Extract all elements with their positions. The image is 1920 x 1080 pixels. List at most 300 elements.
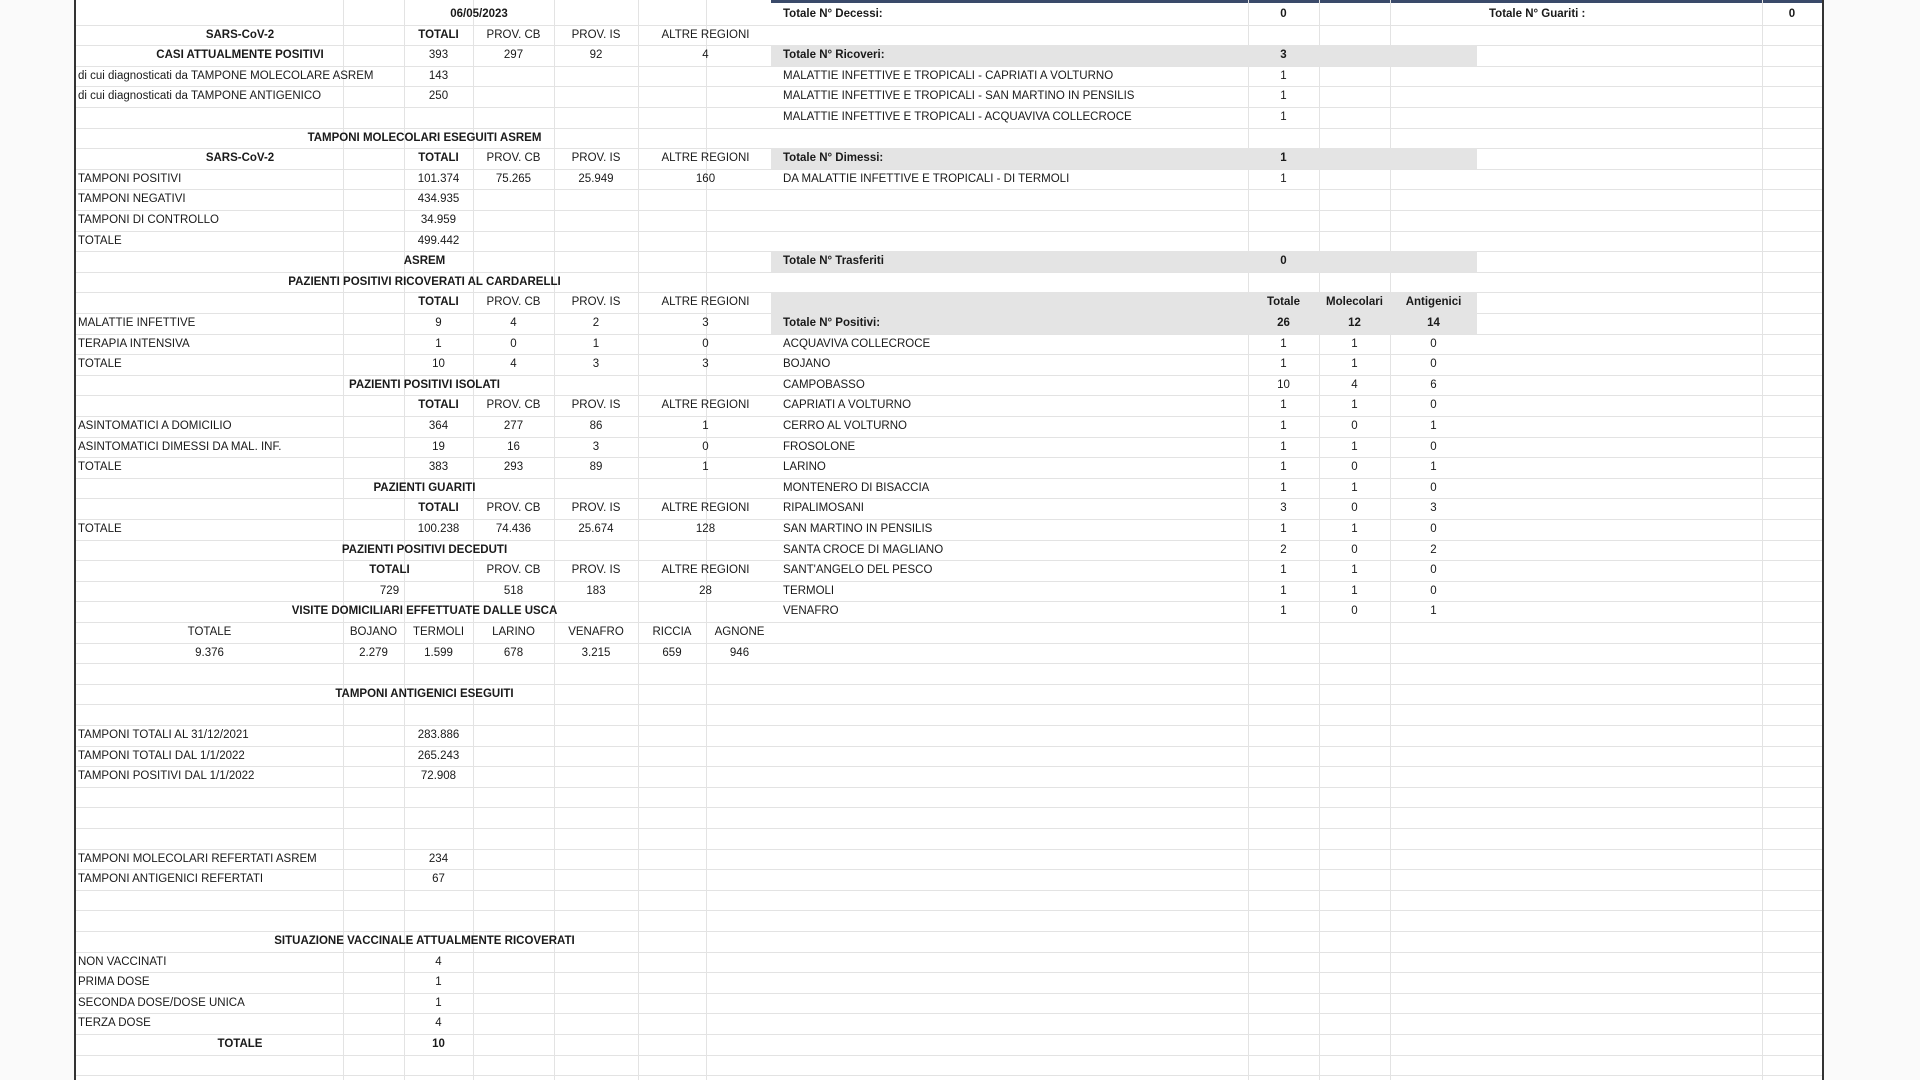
column-header: PROV. IS: [571, 502, 621, 515]
row-value: [473, 231, 554, 252]
item-value: 1: [1280, 111, 1287, 123]
vaccine-row: [76, 1013, 773, 1035]
row-value: 2.279: [359, 646, 388, 659]
data-row: [76, 189, 773, 211]
item-value: 1: [1280, 69, 1287, 82]
row-value: 25.674: [578, 523, 614, 535]
empty-row: [1477, 86, 1822, 108]
empty-row: [771, 622, 1477, 644]
comune-antigenici: 0: [1430, 337, 1437, 350]
column-header: ALTRE REGIONI: [661, 564, 750, 577]
row-value: [638, 86, 773, 107]
column-header: TOTALI: [418, 28, 459, 41]
row-value: 3: [592, 440, 600, 453]
row-label: SECONDA DOSE/DOSE UNICA: [78, 996, 245, 1009]
data-row: [76, 210, 773, 232]
empty-row: [1477, 972, 1822, 994]
row-label: TAMPONI MOLECOLARI REFERTATI ASREM: [78, 852, 317, 865]
row-value: 1: [592, 337, 600, 350]
row-value: 3.215: [581, 646, 611, 659]
comune-row: [771, 437, 1477, 459]
row-value: 434.935: [417, 193, 460, 206]
row-value: 67: [432, 873, 445, 886]
row-value: 1: [435, 337, 442, 350]
comune-name: SANTA CROCE DI MAGLIANO: [783, 543, 944, 556]
row-value: 283.886: [417, 729, 460, 741]
sec7-title: [76, 601, 773, 623]
empty-row: [771, 972, 1477, 994]
sec6-title-text: PAZIENTI POSITIVI DECEDUTI: [341, 543, 508, 556]
sec3-title: [76, 272, 773, 294]
comune-molecolari: 1: [1351, 481, 1358, 494]
data-row: [76, 313, 773, 335]
comune-antigenici: 0: [1430, 584, 1437, 597]
sec7-values: [76, 643, 773, 665]
empty-row: [1477, 292, 1822, 314]
empty-row: [1477, 643, 1822, 665]
empty-row: [1477, 189, 1822, 211]
column-header: PROV. CB: [486, 296, 541, 309]
row-value: 75.265: [495, 172, 532, 185]
comune-name: CAPRIATI A VOLTURNO: [783, 399, 912, 412]
row-value: 1: [435, 996, 442, 1009]
row-value: [638, 66, 773, 87]
row-value: 4: [702, 49, 709, 62]
row-value: 143: [428, 69, 449, 82]
sec3-title-text: PAZIENTI POSITIVI RICOVERATI AL CARDARELLI: [288, 275, 561, 288]
column-header: PROV. IS: [571, 564, 621, 577]
comune-name: SAN MARTINO IN PENSILIS: [783, 523, 933, 535]
empty-row: [771, 643, 1477, 665]
sec5-title-text: PAZIENTI GUARITI: [373, 481, 476, 494]
row-value: 128: [695, 523, 716, 535]
empty-row: [1477, 746, 1822, 768]
comune-row: [771, 416, 1477, 438]
row-value: 16: [507, 440, 520, 453]
comune-name: CAMPOBASSO: [783, 378, 865, 391]
empty-row: [771, 1013, 1477, 1035]
row-value: 4: [435, 1017, 442, 1030]
comune-totale: 1: [1280, 584, 1287, 597]
empty-row: [1477, 457, 1822, 479]
empty-row: [1477, 128, 1822, 150]
row-label: TOTALE: [217, 1038, 263, 1050]
row-value: 277: [503, 420, 524, 432]
row-value: 10: [432, 1038, 445, 1050]
comune-name: BOJANO: [783, 358, 831, 371]
data-row: [76, 416, 773, 438]
empty-row: [771, 128, 1477, 150]
column-header: PROV. CB: [486, 564, 541, 577]
asrem-label: [76, 251, 773, 273]
total-value: 12: [1348, 317, 1361, 329]
vaccine-row: [76, 972, 773, 994]
column-header: TOTALI: [418, 502, 459, 515]
column-header: PROV. CB: [486, 502, 541, 515]
sec4-header: [76, 395, 773, 417]
comune-totale: 2: [1280, 543, 1287, 556]
comune-name: LARINO: [783, 461, 826, 474]
row-value: 364: [428, 420, 449, 432]
empty-row: [1477, 498, 1822, 520]
row-value: 678: [503, 646, 524, 659]
empty-row: [1477, 251, 1822, 273]
total-value: 0: [1280, 8, 1287, 20]
comune-molecolari: 0: [1351, 420, 1358, 432]
row-value: 34.959: [420, 214, 457, 226]
row-value: 72.908: [420, 770, 457, 783]
empty-row: [1477, 807, 1822, 829]
vaccine-row: [76, 952, 773, 974]
sec4-title: [76, 375, 773, 397]
row-value: 499.442: [417, 234, 460, 247]
comune-molecolari: 0: [1351, 605, 1358, 618]
row-value: 3: [702, 358, 709, 371]
row-value: 1: [702, 420, 709, 432]
comune-row: [771, 354, 1477, 376]
empty-row: [1477, 169, 1822, 191]
comune-row: [771, 540, 1477, 562]
empty-row: [771, 189, 1477, 211]
comune-totale: 1: [1280, 337, 1287, 350]
empty-row: [771, 766, 1477, 788]
comune-name: ACQUAVIVA COLLECROCE: [783, 337, 931, 350]
row-value: 3: [702, 317, 709, 329]
sec2-header: [76, 148, 773, 170]
row-value: [473, 86, 554, 107]
empty-row: [1477, 849, 1822, 871]
empty-row: [76, 663, 773, 685]
item-value: 1: [1280, 90, 1287, 103]
row-value: [473, 66, 554, 87]
comune-molecolari: 1: [1351, 564, 1358, 577]
row-label: TAMPONI POSITIVI: [78, 172, 182, 185]
empty-row: [1477, 622, 1822, 644]
empty-row: [771, 231, 1477, 253]
comune-row: [771, 395, 1477, 417]
row-label: TOTALE: [78, 461, 122, 474]
row-value: [638, 189, 773, 210]
empty-row: [76, 107, 773, 129]
empty-row: [76, 828, 773, 850]
comune-antigenici: 6: [1430, 378, 1437, 391]
comune-totale: 1: [1280, 461, 1287, 474]
comune-row: [771, 375, 1477, 397]
empty-row: [1477, 828, 1822, 850]
row-value: 89: [589, 461, 603, 474]
comune-molecolari: 0: [1351, 502, 1358, 515]
empty-row: [1477, 334, 1822, 356]
refertati-row: [76, 869, 773, 891]
row-value: 0: [510, 337, 517, 350]
empty-row: [1477, 601, 1822, 623]
row-value: 250: [428, 90, 449, 103]
sec5-header: [76, 498, 773, 520]
data-row: [76, 457, 773, 479]
row-value: [554, 66, 638, 87]
comune-molecolari: 1: [1351, 358, 1358, 371]
ricovero-row: [771, 66, 1477, 88]
comune-molecolari: 1: [1351, 584, 1358, 597]
column-header: PROV. IS: [571, 152, 621, 165]
total-value: 1: [1280, 152, 1287, 165]
comune-row: [771, 457, 1477, 479]
comune-totale: 1: [1280, 605, 1287, 618]
comune-antigenici: 2: [1430, 543, 1437, 556]
comune-molecolari: 1: [1351, 337, 1358, 350]
row-value: [638, 210, 773, 231]
row-label: CASI ATTUALMENTE POSITIVI: [156, 49, 324, 62]
comune-antigenici: 0: [1430, 358, 1437, 371]
comune-molecolari: 0: [1351, 543, 1358, 556]
total-label: Totale N° Decessi:: [783, 8, 883, 20]
row-label: MALATTIE INFETTIVE: [78, 317, 196, 329]
empty-row: [771, 931, 1477, 953]
item-label: DA MALATTIE INFETTIVE E TROPICALI - DI TERMOLI: [783, 172, 1070, 185]
comune-row: [771, 478, 1477, 500]
row-value: 1: [702, 461, 709, 474]
row-label: TERAPIA INTENSIVA: [78, 337, 190, 350]
comune-row: [771, 581, 1477, 603]
row-label: ASINTOMATICI DIMESSI DA MAL. INF.: [78, 440, 282, 453]
row-value: 86: [589, 420, 603, 432]
row-value: 518: [503, 584, 524, 597]
sec7-header: [76, 622, 773, 644]
column-header: ALTRE REGIONI: [661, 296, 750, 309]
empty-row: [771, 725, 1477, 747]
sec6-header: [76, 560, 773, 582]
empty-row: [1477, 395, 1822, 417]
empty-row: [771, 704, 1477, 726]
row-value: [554, 231, 638, 252]
row-value: 265.243: [417, 749, 460, 762]
column-header: TOTALI: [418, 399, 459, 412]
sec7-title-text: VISITE DOMICILIARI EFFETTUATE DALLE USCA: [291, 605, 558, 618]
row-value: [638, 231, 773, 252]
empty-row: [771, 210, 1477, 232]
empty-row: [1477, 66, 1822, 88]
comune-molecolari: 4: [1351, 378, 1358, 391]
row-label: TAMPONI ANTIGENICI REFERTATI: [78, 873, 264, 886]
column-header: RICCIA: [652, 626, 692, 638]
antigen-row: [76, 746, 773, 768]
row-value: [473, 210, 554, 231]
item-value: 1: [1280, 172, 1287, 185]
row-label: TOTALE: [78, 358, 122, 371]
comune-antigenici: 0: [1430, 481, 1437, 494]
sec10-title-text: SITUAZIONE VACCINALE ATTUALMENTE RICOVERATI: [274, 935, 575, 947]
comune-totale: 1: [1280, 564, 1287, 577]
sec2-title-text: TAMPONI MOLECOLARI ESEGUITI ASREM: [307, 131, 542, 144]
sec6-title: [76, 540, 773, 562]
total-label: Totale N° Positivi:: [783, 317, 881, 329]
comune-antigenici: 0: [1430, 440, 1437, 453]
comune-row: [771, 498, 1477, 520]
empty-row: [771, 952, 1477, 974]
comune-totale: 1: [1280, 523, 1287, 535]
column-header: PROV. CB: [486, 399, 541, 412]
row-label: TAMPONI POSITIVI DAL 1/1/2022: [78, 770, 255, 783]
row-value: 383: [428, 461, 449, 474]
column-header: TOTALE: [187, 626, 232, 638]
comune-totale: 1: [1280, 440, 1287, 453]
report-date: 06/05/2023: [450, 8, 508, 20]
comune-name: MONTENERO DI BISACCIA: [783, 481, 930, 494]
sec6-values: [76, 581, 773, 603]
empty-row: [1477, 663, 1822, 685]
comune-totale: 3: [1280, 502, 1287, 515]
row-value: 4: [510, 317, 517, 329]
empty-row: [1477, 560, 1822, 582]
row-value: 160: [695, 172, 716, 185]
empty-row: [1477, 416, 1822, 438]
row-value: 4: [435, 955, 442, 968]
column-header: PROV. CB: [486, 28, 541, 41]
comune-row: [771, 334, 1477, 356]
empty-row: [1477, 931, 1822, 953]
dimessi-total-row: [771, 148, 1477, 170]
item-label: MALATTIE INFETTIVE E TROPICALI - SAN MARTINO IN PENSILIS: [783, 90, 1135, 103]
empty-row: [1477, 684, 1822, 706]
column-header: AGNONE: [714, 626, 765, 638]
decessi-total-row: [771, 4, 1477, 26]
empty-row: [1477, 952, 1822, 974]
asrem-label-text: ASREM: [403, 255, 446, 268]
row-label: TERZA DOSE: [78, 1017, 151, 1030]
row-value: 4: [510, 358, 517, 371]
comune-molecolari: 1: [1351, 399, 1358, 412]
empty-row: [771, 849, 1477, 871]
empty-row: [771, 272, 1477, 294]
empty-row: [771, 869, 1477, 891]
total-value: 3: [1280, 49, 1287, 62]
data-row: [76, 437, 773, 459]
row-value: 3: [592, 358, 600, 371]
trasferiti-total-row: [771, 251, 1477, 273]
data-row: [76, 354, 773, 376]
row-value: 946: [729, 646, 750, 659]
row-value: [554, 189, 638, 210]
row-label: TAMPONI DI CONTROLLO: [78, 214, 219, 226]
sec10-title: [76, 931, 773, 953]
comune-antigenici: 1: [1430, 420, 1437, 432]
comune-antigenici: 0: [1430, 564, 1437, 577]
empty-row: [1477, 354, 1822, 376]
sec1-header: [76, 25, 773, 47]
empty-row: [1477, 107, 1822, 129]
vaccine-total-row: [76, 1034, 773, 1056]
comune-name: SANT'ANGELO DEL PESCO: [783, 564, 933, 577]
empty-row: [771, 663, 1477, 685]
row-value: 101.374: [417, 172, 460, 185]
data-row: [76, 519, 773, 541]
empty-row: [1477, 1055, 1822, 1077]
column-header: ALTRE REGIONI: [661, 28, 750, 41]
row-value: 10: [432, 358, 445, 371]
row-value: 2: [592, 317, 600, 329]
column-header: PROV. IS: [571, 296, 621, 309]
right-sheet: [1477, 0, 1824, 1080]
comune-row: [771, 601, 1477, 623]
data-row: [76, 66, 773, 88]
empty-row: [1477, 210, 1822, 232]
antigen-row: [76, 725, 773, 747]
antigen-row: [76, 766, 773, 788]
row-label: ASINTOMATICI A DOMICILIO: [78, 420, 232, 432]
comune-molecolari: 1: [1351, 523, 1358, 535]
comune-antigenici: 3: [1430, 502, 1437, 515]
sec4-title-text: PAZIENTI POSITIVI ISOLATI: [349, 378, 500, 391]
column-header: LARINO: [492, 626, 535, 638]
column-header: ALTRE REGIONI: [661, 152, 750, 165]
empty-row: [771, 828, 1477, 850]
casi-attualmente-positivi-row: [76, 45, 773, 67]
total-value: 26: [1277, 317, 1290, 329]
empty-row: [771, 746, 1477, 768]
empty-row: [1477, 869, 1822, 891]
column-header: TOTALI: [418, 296, 459, 309]
vaccine-row: [76, 993, 773, 1015]
row-label: TAMPONI TOTALI AL 31/12/2021: [78, 729, 249, 741]
empty-row: [1477, 45, 1822, 67]
guariti-total-row: [1477, 4, 1822, 26]
row-label: TOTALE: [78, 234, 122, 247]
comune-totale: 10: [1277, 378, 1290, 391]
row-value: 28: [699, 584, 712, 597]
column-header: Molecolari: [1326, 296, 1383, 309]
total-label: Totale N° Ricoveri:: [783, 49, 885, 62]
refertati-row: [76, 849, 773, 871]
comune-name: CERRO AL VOLTURNO: [783, 420, 907, 432]
column-header: TERMOLI: [412, 626, 465, 638]
comune-molecolari: 0: [1351, 461, 1358, 474]
empty-row: [1477, 231, 1822, 253]
row-label: TAMPONI TOTALI DAL 1/1/2022: [78, 749, 245, 762]
column-header: TOTALI: [418, 152, 459, 165]
empty-row: [1477, 910, 1822, 932]
sec8-title-text: TAMPONI ANTIGENICI ESEGUITI: [335, 687, 514, 700]
empty-row: [1477, 725, 1822, 747]
row-value: [554, 86, 638, 107]
empty-row: [1477, 313, 1822, 335]
row-value: [554, 210, 638, 231]
column-header: ALTRE REGIONI: [661, 399, 750, 412]
empty-row: [76, 807, 773, 829]
item-label: MALATTIE INFETTIVE E TROPICALI - CAPRIATI A VOLTURNO: [783, 69, 1114, 82]
empty-row: [771, 890, 1477, 912]
comune-row: [771, 519, 1477, 541]
row-value: 729: [379, 584, 400, 597]
row-value: 234: [428, 852, 449, 865]
column-header: Antigenici: [1405, 296, 1462, 309]
empty-row: [1477, 272, 1822, 294]
row-value: 92: [589, 49, 603, 62]
comune-row: [771, 560, 1477, 582]
empty-row: [771, 684, 1477, 706]
empty-row: [76, 910, 773, 932]
sec3-header: [76, 292, 773, 314]
empty-row: [1477, 1013, 1822, 1035]
comune-antigenici: 0: [1430, 523, 1437, 535]
row-value: 297: [503, 49, 524, 62]
left-sheet: [74, 0, 775, 1080]
empty-row: [1477, 993, 1822, 1015]
ricovero-row: [771, 107, 1477, 129]
empty-row: [771, 807, 1477, 829]
row-value: 9: [435, 317, 442, 329]
empty-row: [1477, 375, 1822, 397]
row-title: SARS-CoV-2: [205, 28, 275, 41]
